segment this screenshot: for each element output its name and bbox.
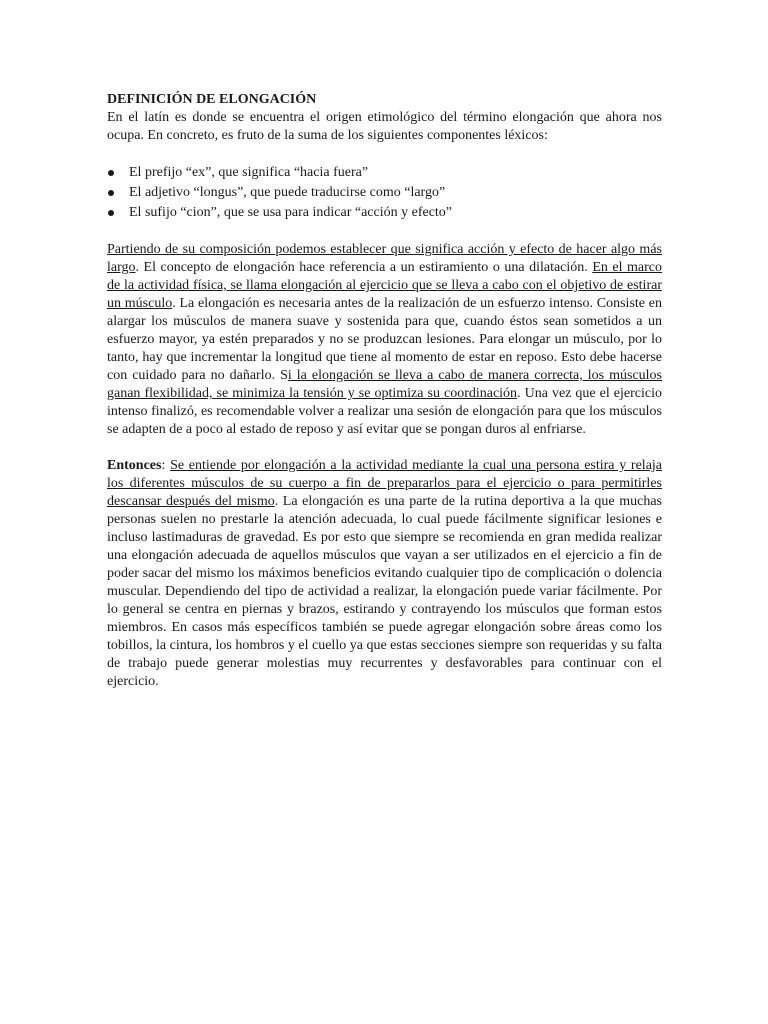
summary-paragraph <box>107 457 662 691</box>
list-item: El sufijo “cion”, que se usa para indicar “acción y efecto” <box>107 203 662 223</box>
document-page <box>107 91 662 691</box>
body-text: : <box>161 458 171 473</box>
list-item: El prefijo “ex”, que significa “hacia fuera” <box>107 163 662 183</box>
body-text: . Una vez que el ejercicio intenso finalizó, es recomendable volver a realizar una sesión de elongación para que los músculos se adapten de a poco al estado de reposo y así evitar que se pongan duros al enfriarse. <box>107 386 662 437</box>
lead-word: Entonces <box>107 458 162 473</box>
spacer <box>107 439 662 457</box>
body-text: . La elongación es una parte de la rutina deportiva a la que muchas personas suelen no prestarle la atención adecuada, lo cual puede fácilmente significar lesiones e incluso lastimaduras de gravedad. Es por esto que siempre se recomienda en gran medida realizar una elongación adecuada de aquellos músculos que vayan a ser utilizados en el ejercicio a fin de poder sacar del mismo los máximos beneficios evitando cualquier tipo de complicación o dolencia muscular. Dependiendo del tipo de actividad a realizar, la elongación puede variar fácilmente. Por lo general se centra en piernas y brazos, estirando y contrayendo los músculos que forman estos miembros. En casos más específicos también se puede agregar elongación sobre áreas como los tobillos, la cintura, los hombros y el cuello ya que estas secciones siempre son requeridas y su falta de trabajo puede generar molestias muy recurrentes y desfavorables para continuar con el ejercicio. <box>107 494 662 689</box>
spacer <box>107 223 662 241</box>
spacer <box>107 145 662 163</box>
underlined-text: En el marco de la actividad física, se llama elongación al ejercicio que se lleva a cabo con el objetivo de estirar un músculo <box>107 260 662 311</box>
intro-paragraph: En el latín es donde se encuentra el origen etimológico del término elongación que ahora nos ocupa. En concreto, es fruto de la suma de los siguientes componentes léxicos: <box>107 110 662 143</box>
underlined-text: Se entiende por elongación a la actividad mediante la cual una persona estira y relaja los diferentes músculos de su cuerpo a fin de prepararlos para el ejercicio o para permitirles descansar después del mismo <box>107 458 663 509</box>
definition-paragraph <box>107 241 662 439</box>
underlined-text: i la elongación se lleva a cabo de manera correcta, los músculos ganan flexibilidad, se minimiza la tensión y se optimiza su coordinación <box>107 368 662 401</box>
body-text: . La elongación es necesaria antes de la realización de un esfuerzo intenso. Consiste en alargar los músculos de manera suave y sostenida para que, cuando éstos sean sometidos a un esfuerzo mayor, ya estén preparados y no se produzcan lesiones. Para elongar un músculo, por lo tanto, hay que incrementar la longitud que tiene al momento de estar en reposo. Esto debe hacerse con cuidado para no dañarlo. S <box>107 296 662 383</box>
lexical-components-list <box>107 163 662 223</box>
document-title: DEFINICIÓN DE ELONGACIÓN <box>107 92 317 107</box>
body-text: . El concepto de elongación hace referencia a un estiramiento o una dilatación. <box>135 260 593 275</box>
list-item: El adjetivo “longus”, que puede traducirse como “largo” <box>107 183 662 203</box>
underlined-text: Partiendo de su composición podemos establecer que significa acción y efecto de hacer algo más largo <box>107 242 662 275</box>
